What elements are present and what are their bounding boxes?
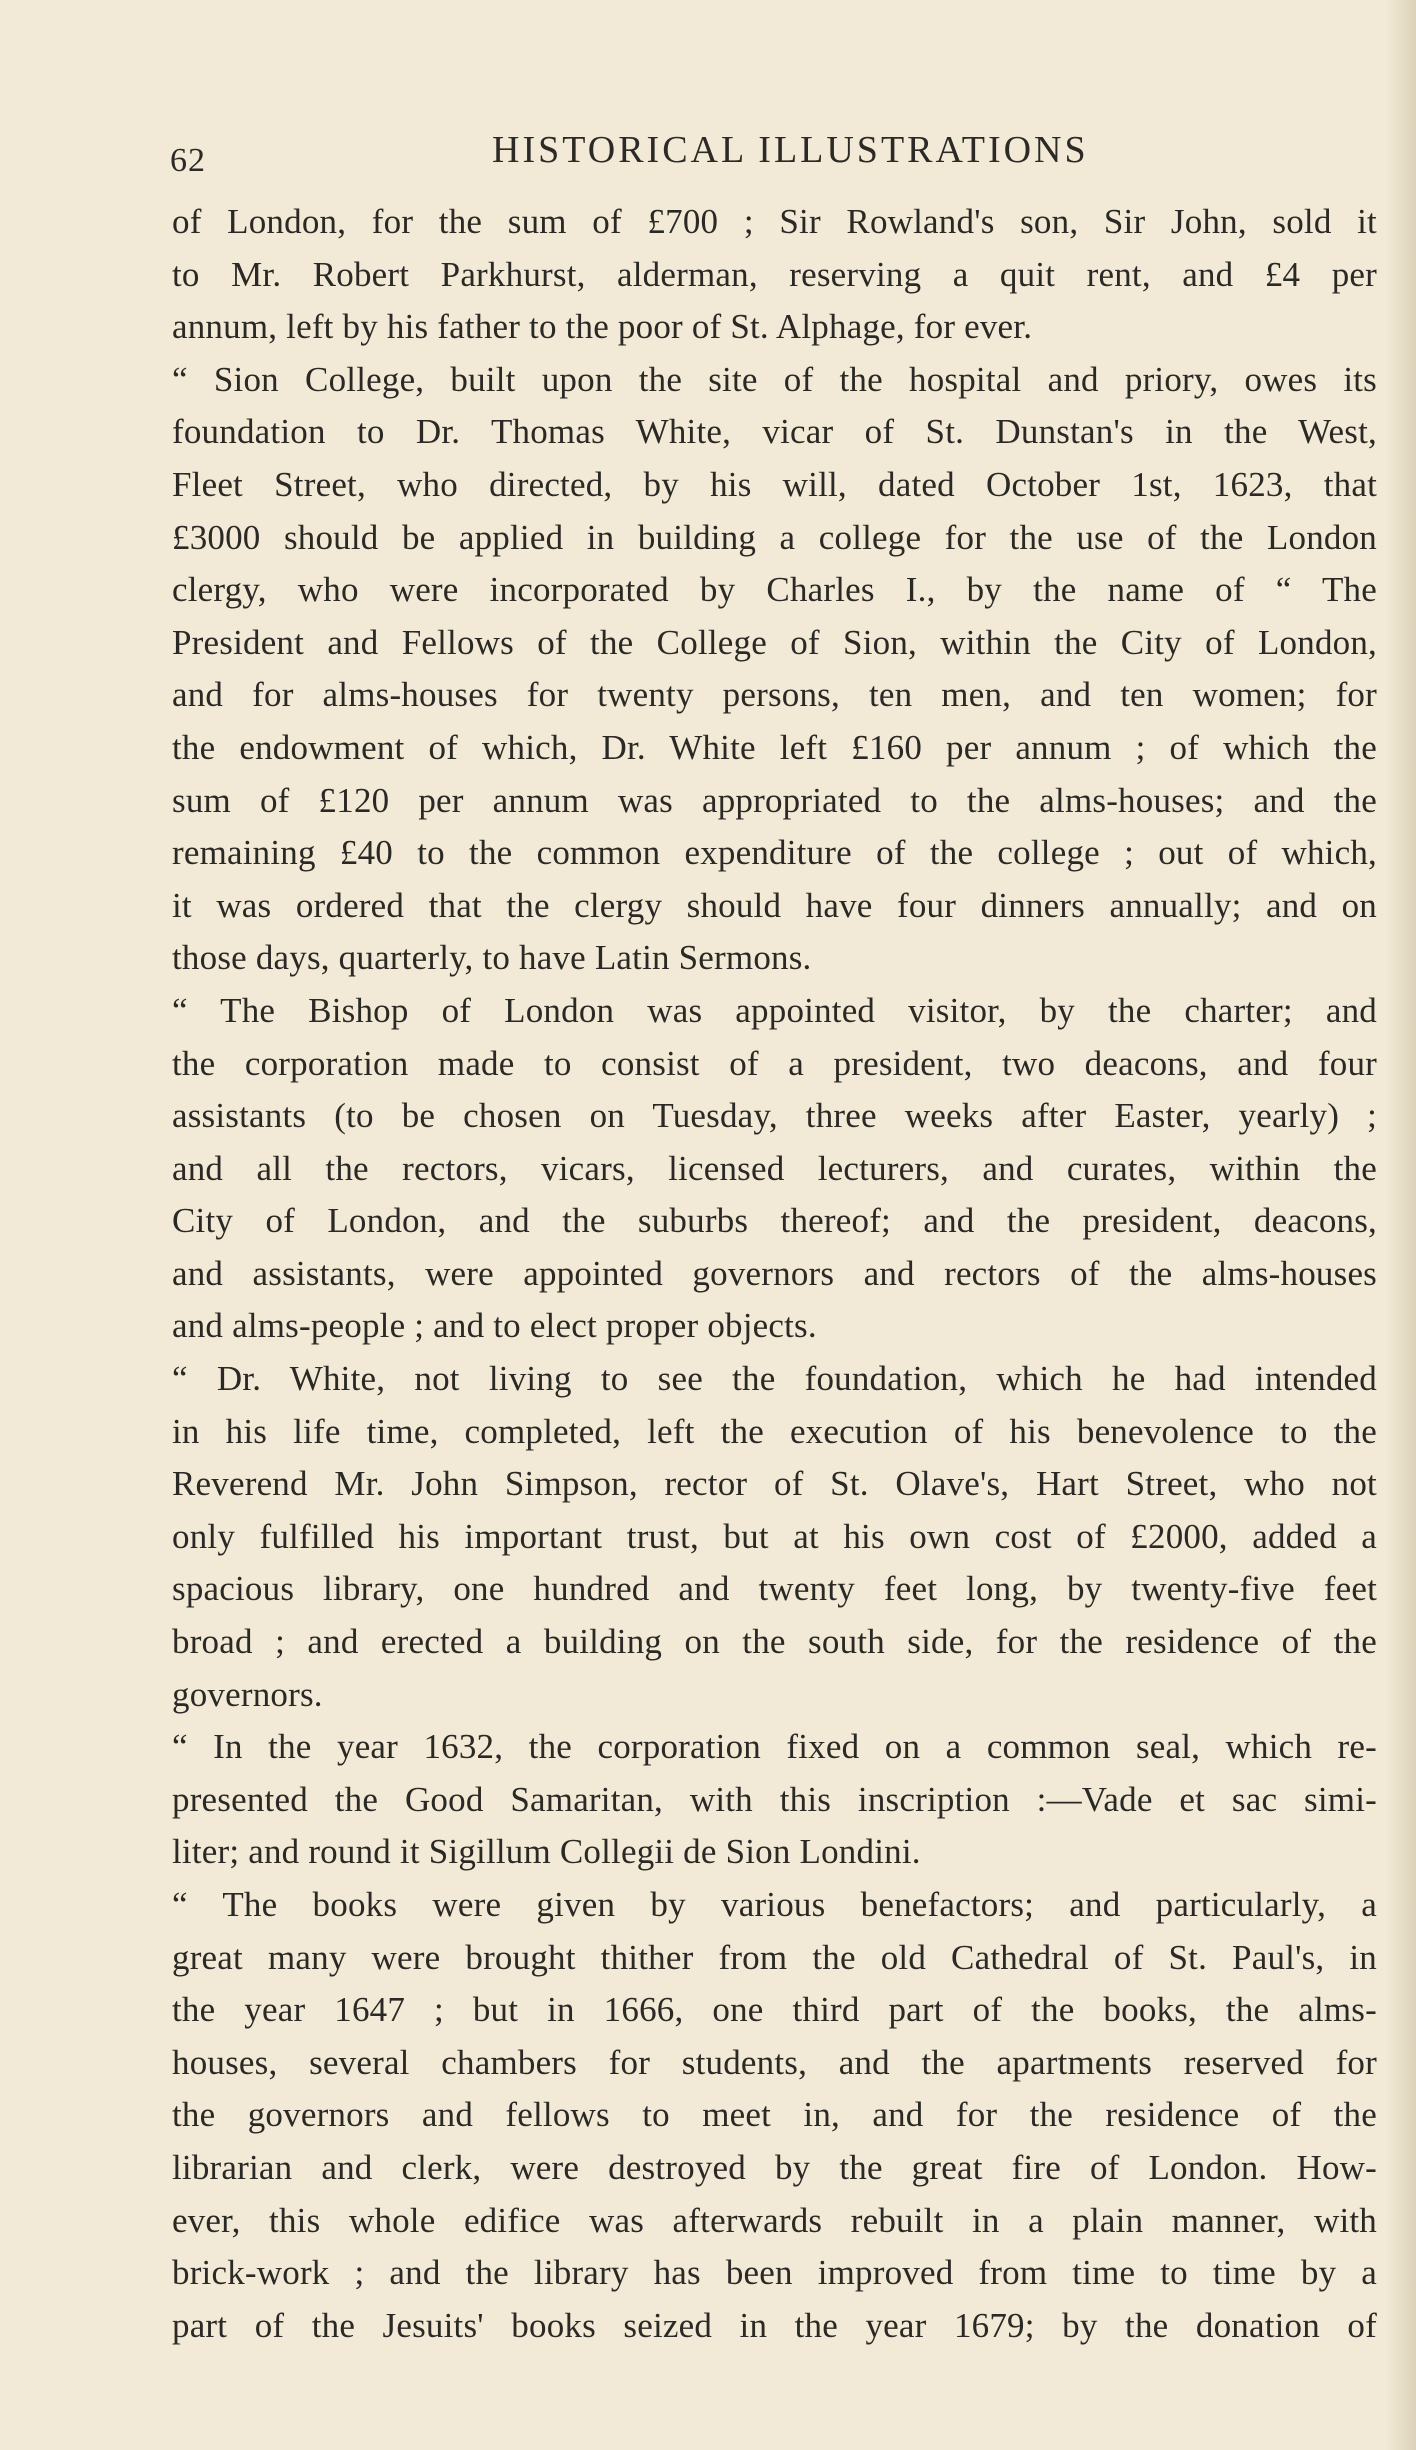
text-line: and assistants, were appointed governors and rectors of the alms-houses — [172, 1253, 1377, 1293]
text-line: “ Sion College, built upon the site of the hospital and priory, owes its — [172, 359, 1377, 399]
text-line: remaining £40 to the common expenditure of the college ; out of which, — [172, 833, 1377, 873]
text-line: sum of £120 per annum was appropriated to the alms-houses; and the — [172, 780, 1377, 820]
text-line: “ Dr. White, not living to see the foundation, which he had intended — [172, 1359, 1377, 1399]
text-line: in his life time, completed, left the execution of his benevolence to the — [172, 1411, 1377, 1451]
text-line: of London, for the sum of £700 ; Sir Rowland's son, Sir John, sold it — [172, 202, 1377, 241]
text-line: it was ordered that the clergy should have four dinners annually; and on — [172, 885, 1377, 925]
text-line: Fleet Street, who directed, by his will, dated October 1st, 1623, that — [172, 464, 1377, 504]
text-line: ever, this whole edifice was afterwards rebuilt in a plain manner, with — [172, 2200, 1377, 2240]
running-head: HISTORICAL ILLUSTRATIONS — [492, 129, 1089, 171]
text-line: those days, quarterly, to have Latin Sermons. — [172, 938, 812, 978]
text-line: brick-work ; and the library has been improved from time to time by a — [172, 2253, 1377, 2293]
text-line: to Mr. Robert Parkhurst, alderman, reserving a quit rent, and £4 per — [172, 254, 1377, 294]
text-line: “ The Bishop of London was appointed visitor, by the charter; and — [172, 990, 1377, 1030]
text-line: houses, several chambers for students, and the apartments reserved for — [172, 2042, 1377, 2082]
text-line: presented the Good Samaritan, with this inscription :—Vade et sac simi- — [172, 1779, 1377, 1819]
text-line: President and Fellows of the College of Sion, within the City of London, — [172, 622, 1377, 662]
text-line: clergy, who were incorporated by Charles I., by the name of “ The — [172, 570, 1377, 610]
text-line: the corporation made to consist of a president, two deacons, and four — [172, 1043, 1377, 1083]
text-line: foundation to Dr. Thomas White, vicar of St. Dunstan's in the West, — [172, 412, 1377, 452]
text-line: the year 1647 ; but in 1666, one third part of the books, the alms- — [172, 1990, 1377, 2030]
text-line: Reverend Mr. John Simpson, rector of St. Olave's, Hart Street, who not — [172, 1464, 1377, 1504]
text-line: great many were brought thither from the old Cathedral of St. Paul's, in — [172, 1937, 1377, 1977]
text-line: librarian and clerk, were destroyed by the great fire of London. How- — [172, 2147, 1377, 2187]
text-line: “ The books were given by various benefactors; and particularly, a — [172, 1885, 1377, 1924]
page-edge-shadow — [1386, 0, 1416, 2450]
text-line: the governors and fellows to meet in, and for the residence of the — [172, 2095, 1377, 2135]
text-line: part of the Jesuits' books seized in the year 1679; by the donation of — [172, 2305, 1377, 2345]
text-line: broad ; and erected a building on the south side, for the residence of the — [172, 1622, 1377, 1662]
page-number: 62 — [170, 142, 206, 179]
text-line: assistants (to be chosen on Tuesday, three weeks after Easter, yearly) ; — [172, 1096, 1377, 1136]
text-line: the endowment of which, Dr. White left £160 per annum ; of which the — [172, 727, 1377, 767]
text-line: and all the rectors, vicars, licensed lecturers, and curates, within the — [172, 1148, 1377, 1188]
text-line: liter; and round it Sigillum Collegii de Sion Londini. — [172, 1832, 921, 1872]
text-line: and alms-people ; and to elect proper objects. — [172, 1306, 817, 1346]
text-line: “ In the year 1632, the corporation fixed on a common seal, which re- — [172, 1727, 1377, 1767]
body-text — [172, 196, 1377, 2352]
text-line: £3000 should be applied in building a college for the use of the London — [172, 517, 1377, 557]
text-line: City of London, and the suburbs thereof; and the president, deacons, — [172, 1201, 1377, 1241]
text-line: spacious library, one hundred and twenty feet long, by twenty-five feet — [172, 1569, 1377, 1609]
text-line: and for alms-houses for twenty persons, ten men, and ten women; for — [172, 675, 1377, 715]
text-line: annum, left by his father to the poor of St. Alphage, for ever. — [172, 307, 1033, 347]
text-line: governors. — [172, 1674, 323, 1714]
page-header — [170, 126, 1370, 186]
text-line: only fulfilled his important trust, but at his own cost of £2000, added a — [172, 1516, 1377, 1556]
